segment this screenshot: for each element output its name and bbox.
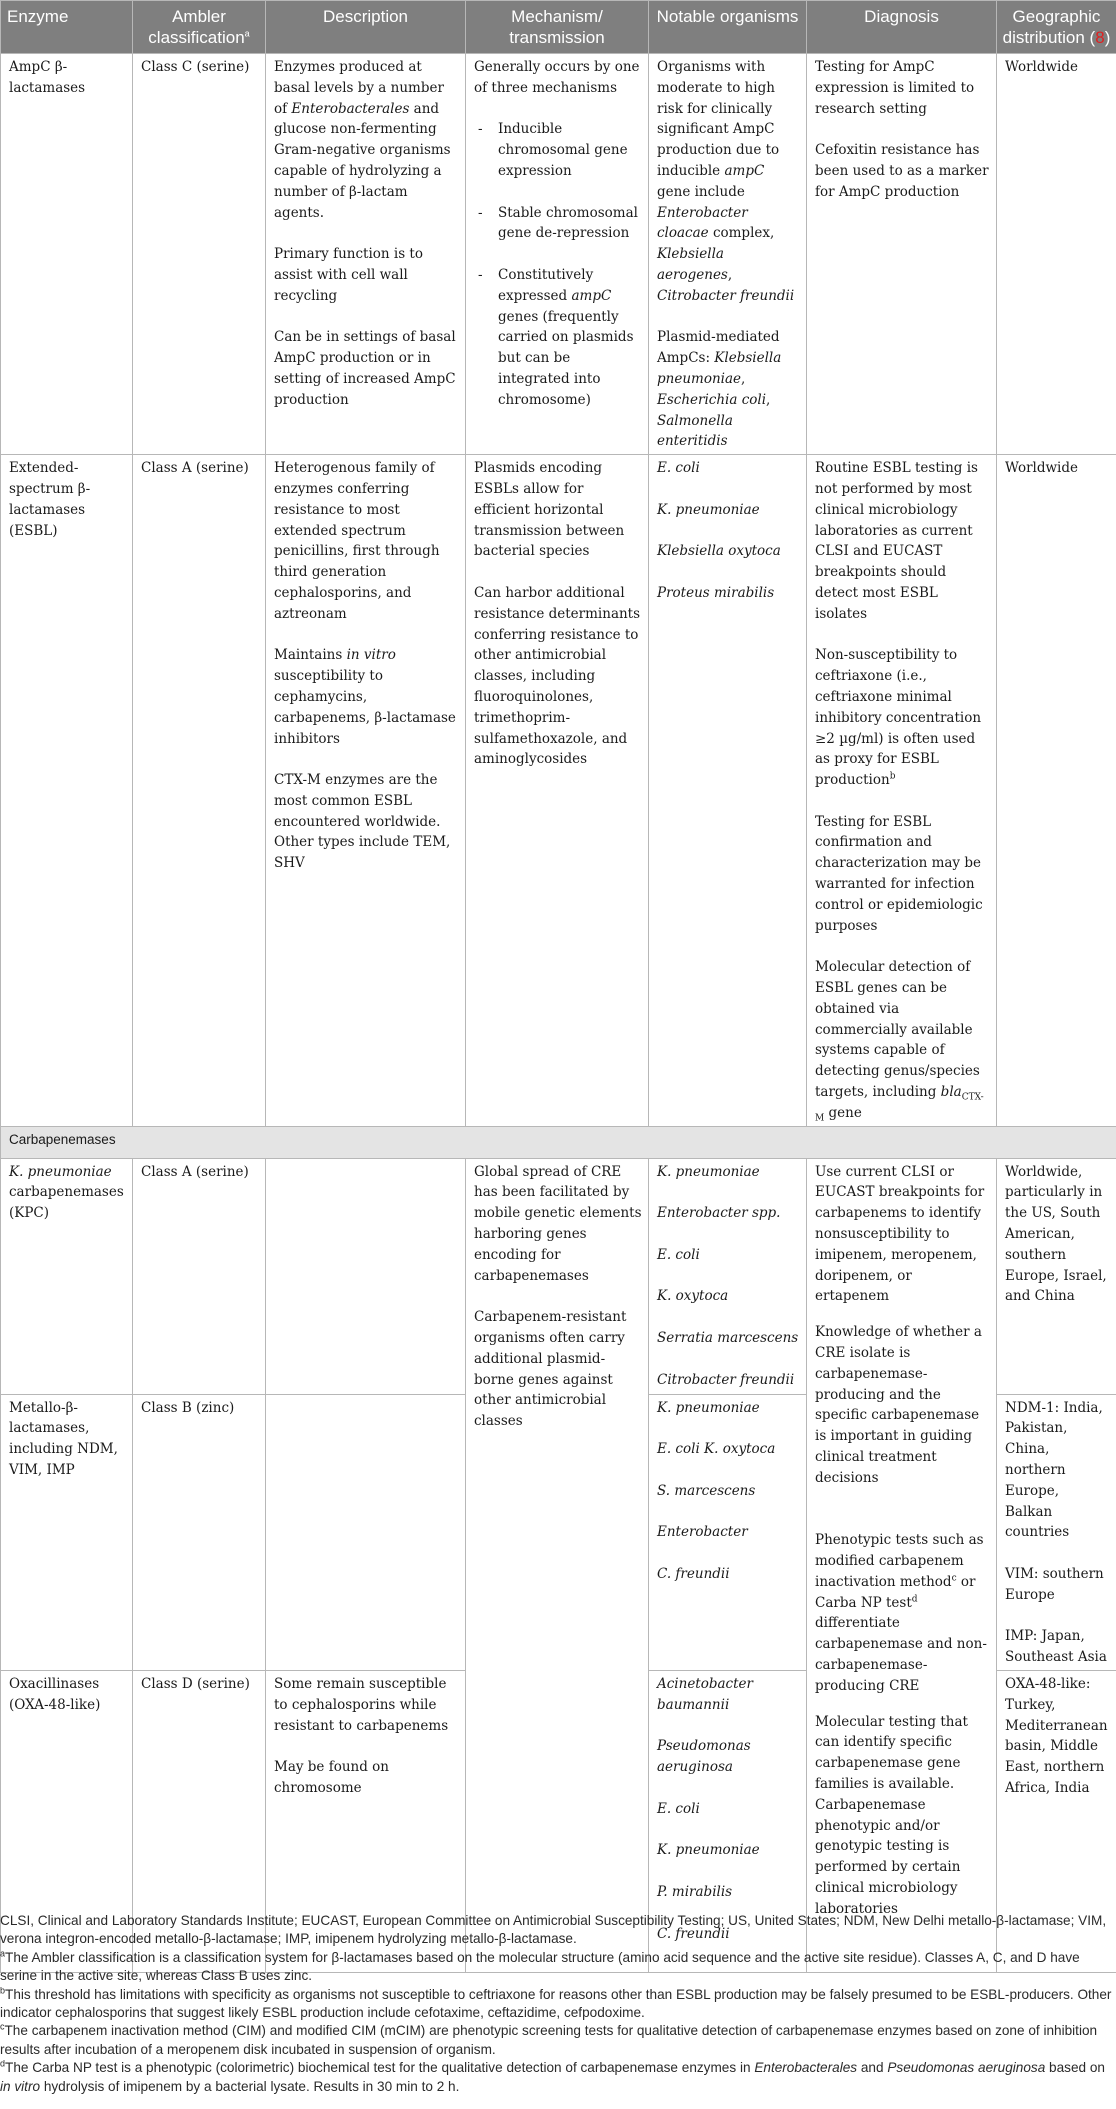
footnote-abbreviations: CLSI, Clinical and Laboratory Standards Institute; EUCAST, European Committee on Antimicrobial Susceptibility Testing; US, United States; NDM, New Delhi metallo-β-lactamase; VIM, verona integron-encoded metallo-β-lactamase; IMP, imipenem hydrolyzing metallo-β-lactamase. xyxy=(0,1913,1107,1947)
header-geo: Geographic distribution (8) xyxy=(997,1,1116,54)
esbl-diagnosis: Routine ESBL testing is not performed by most clinical microbiology laboratories as current CLSI and EUCAST breakpoints should detect most ESBL isolates Non-susceptibility to ceftriaxone (i.e., ceftriaxone minimal inhibitory concentration ≥2 µg/ml) is often used as proxy for ESBL production$^b$ Testing for ESBL confirmation and characterization may be warranted for infection control or epidemiologic purposes Molecular detection of ESBL genes can be obtained via commercially available systems capable of detecting genus/species targets, including bla$_{CTX-M}$ gene xyxy=(807,455,997,1127)
ampc-organisms: Organisms with moderate to high risk for clinically significant AmpC production due to inducible ampC gene include Enterobacter cloacae complex, Klebsiella aerogenes, Citrobacter freundii Plasmid-mediated AmpCs: Klebsiella pneumoniae, Escherichia coli, Salmonella enteritidis xyxy=(649,54,807,455)
oxa-organisms: Acinetobacter baumannii Pseudomonas aeruginosa E. coli K. pneumoniae P. mirabilis C. freundii xyxy=(649,1671,807,1973)
header-row xyxy=(1,1,1116,54)
footnote-c: $^c$The carbapenem inactivation method (CIM) and modified CIM (mCIM) are phenotypic screening tests for qualitative detection of carbapenemase enzymes based on zone of inhibition results after incubation of a meropenem disk incubated in suspension of organism. xyxy=(0,2021,1098,2057)
oxa-description: Some remain susceptible to cephalosporins while resistant to carbapenems May be found on chromosome xyxy=(266,1671,466,1973)
ampc-diagnosis: Testing for AmpC expression is limited to research setting Cefoxitin resistance has been used to as a marker for AmpC production xyxy=(807,54,997,455)
header-mechanism: Mechanism/ transmission xyxy=(466,1,649,54)
ampc-description: Enzymes produced at basal levels by a number of Enterobacterales and glucose non-fermenting Gram-negative organisms capable of hydrolyzing a number of β-lactam agents. Primary function is to assist with cell wall recycling Can be in settings of basal AmpC production or in setting of increased AmpC production xyxy=(266,54,466,455)
carbapenemase-mechanism: Global spread of CRE has been facilitated by mobile genetic elements harboring genes encoding for carbapenemases Carbapenem-resistant organisms often carry additional plasmid-borne genes against other antimicrobial classes xyxy=(466,1158,649,1972)
table-row xyxy=(1,1158,1116,1394)
esbl-organisms: E. coli K. pneumoniae Klebsiella oxytoca Proteus mirabilis xyxy=(649,455,807,1127)
esbl-ambler: Class A (serine) xyxy=(133,455,266,1127)
esbl-mechanism: Plasmids encoding ESBLs allow for efficient horizontal transmission between bacterial species Can harbor additional resistance determinants conferring resistance to other antimicrobial classes, including fluoroquinolones, trimethoprim-sulfamethoxazole, and aminoglycosides xyxy=(466,455,649,1127)
kpc-description xyxy=(266,1158,466,1394)
table-row xyxy=(1,54,1116,455)
footnote-d: $^d$The Carba NP test is a phenotypic (colorimetric) biochemical test for the qualitative detection of carbapenemase enzymes in Enterobacterales and Pseudomonas aeruginosa based on in vitro hydrolysis of imipenem by a bacterial lysate. Results in 30 min to 2 h. xyxy=(0,2058,1105,2094)
kpc-enzyme: K. pneumoniae carbapenemases (KPC) xyxy=(1,1158,133,1394)
esbl-description: Heterogenous family of enzymes conferring resistance to most extended spectrum penicillins, first through third generation cephalosporins, and aztreonam Maintains in vitro susceptibility to cephamycins, carbapenems, β-lactamase inhibitors CTX-M enzymes are the most common ESBL encountered worldwide. Other types include TEM, SHV xyxy=(266,455,466,1127)
table-row xyxy=(1,455,1116,1127)
header-enzyme: Enzyme xyxy=(1,1,133,54)
kpc-organisms: K. pneumoniae Enterobacter spp. E. coli K. oxytoca Serratia marcescens Citrobacter freundii xyxy=(649,1158,807,1394)
header-diagnosis: Diagnosis xyxy=(807,1,997,54)
table-footnotes xyxy=(0,1912,1112,2096)
header-ambler: Ambler classification$^a$ xyxy=(133,1,266,54)
oxa-ambler: Class D (serine) xyxy=(133,1671,266,1973)
ref-link[interactable]: 8 xyxy=(1095,28,1105,47)
footnote-a: $^a$The Ambler classification is a classification system for β-lactamases based on the molecular structure (amino acid sequence and the active site residue). Classes A, C, and D have serine in the active site, whereas Class B uses zinc. xyxy=(0,1948,1080,1984)
mbl-enzyme: Metallo-β-lactamases, including NDM, VIM, IMP xyxy=(1,1394,133,1670)
kpc-ambler: Class A (serine) xyxy=(133,1158,266,1394)
ampc-geo: Worldwide xyxy=(997,54,1116,455)
esbl-geo: Worldwide xyxy=(997,455,1116,1127)
mbl-ambler: Class B (zinc) xyxy=(133,1394,266,1670)
mbl-organisms: K. pneumoniae E. coli K. oxytoca S. marcescens Enterobacter C. freundii xyxy=(649,1394,807,1670)
section-row xyxy=(1,1126,1116,1158)
oxa-geo: OXA-48-like: Turkey, Mediterranean basin, Middle East, northern Africa, India xyxy=(997,1671,1116,1973)
carbapenemase-diagnosis: Use current CLSI or EUCAST breakpoints for carbapenems to identify nonsusceptibility to imipenem, meropenem, doripenem, or ertapenem Knowledge of whether a CRE isolate is carbapenemase-producing and the specific carbapenemase is important in guiding clinical treatment decisions Phenotypic tests such as modified carbapenem inactivation method$^c$ or Carba NP test$^d$ differentiate carbapenemase and non-carbapenemase-producing CRE Molecular testing that can identify specific carbapenemase gene families is available. Carbapenemase phenotypic and/or genotypic testing is performed by certain clinical microbiology laboratories xyxy=(807,1158,997,1972)
mbl-geo: NDM-1: India, Pakistan, China, northern Europe, Balkan countries VIM: southern Europe IMP: Japan, Southeast Asia xyxy=(997,1394,1116,1670)
footnote-b: $^b$This threshold has limitations with specificity as organisms not susceptible to ceftriaxone for reasons other than ESBL production may be falsely presumed to be ESBL-producers. Other indicator cephalosporins that suggest likely ESBL production include cefotaxime, ceftazidime, cefpodoxime. xyxy=(0,1985,1112,2021)
ampc-enzyme: AmpC β-lactamases xyxy=(1,54,133,455)
header-description: Description xyxy=(266,1,466,54)
ampc-ambler: Class C (serine) xyxy=(133,54,266,455)
esbl-enzyme: Extended-spectrum β-lactamases (ESBL) xyxy=(1,455,133,1127)
mbl-description xyxy=(266,1394,466,1670)
section-carbapenemases: Carbapenemases xyxy=(1,1126,1116,1158)
ampc-mechanism: Generally occurs by one of three mechanisms - Inducible chromosomal gene expression - Stable chromosomal gene de-repression - Constitutively expressed ampC genes (frequently carried on plasmids but can be integrated into chromosome) xyxy=(466,54,649,455)
kpc-geo: Worldwide, particularly in the US, South American, southern Europe, Israel, and China xyxy=(997,1158,1116,1394)
header-organisms: Notable organisms xyxy=(649,1,807,54)
oxa-enzyme: Oxacillinases (OXA-48-like) xyxy=(1,1671,133,1973)
